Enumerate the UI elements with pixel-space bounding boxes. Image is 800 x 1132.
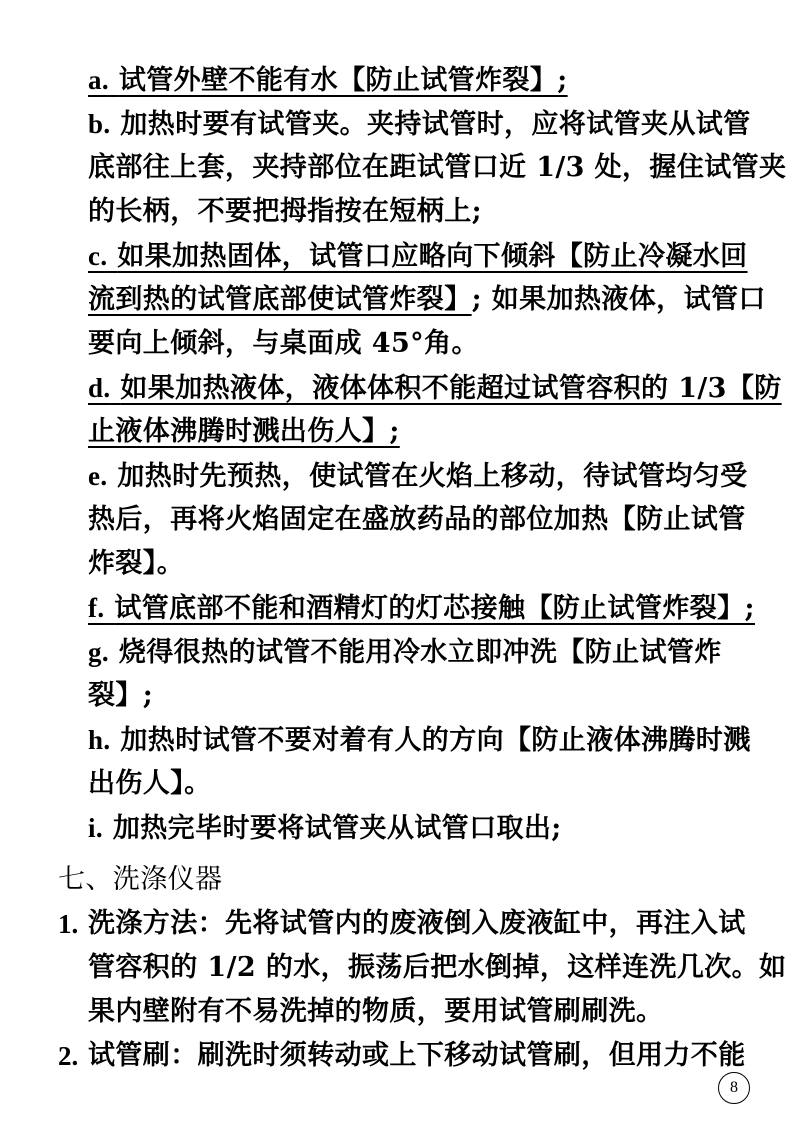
item-h-text1: 加热时试管不要对着有人的方向【防止液体沸腾时溅 <box>120 725 751 756</box>
item-d-label: d. <box>88 373 111 403</box>
item-g-line1 <box>88 632 722 672</box>
item-e-line1 <box>88 456 748 496</box>
section-title: 七、洗涤仪器 <box>58 864 223 895</box>
numbered-1-line3 <box>88 992 663 1032</box>
item-a-text: 试管外壁不能有水【防止试管炸裂】; <box>118 65 568 96</box>
item-b-label: b. <box>88 109 111 139</box>
item-h-text2: 出伤人】。 <box>88 768 212 799</box>
item-f-text1: 试管底部不能和酒精灯的灯芯接触【防止试管炸裂】; <box>114 593 755 624</box>
item-c-text1: 如果加热固体，试管口应略向下倾斜【防止冷凝水回 <box>117 241 748 272</box>
numbered-2-num: 2. <box>58 1041 79 1071</box>
item-d-line1 <box>88 368 782 408</box>
item-b-text2: 底部往上套，夹持部位在距试管口近 1/3 处，握住试管夹 <box>88 152 787 183</box>
numbered-1-line1 <box>88 904 746 944</box>
item-b-line3 <box>88 192 482 232</box>
numbered-2-line1 <box>88 1036 746 1076</box>
item-g-text2: 裂】; <box>88 680 154 711</box>
item-h-line2 <box>88 764 212 804</box>
item-e-text1: 加热时先预热，使试管在火焰上移动，待试管均匀受 <box>117 461 748 492</box>
item-b-text3: 的长柄，不要把拇指按在短柄上; <box>88 196 482 227</box>
numbered-1-line2 <box>88 948 786 988</box>
item-b-text1: 加热时要有试管夹。夹持试管时，应将试管夹从试管 <box>120 109 751 140</box>
item-e-text2: 热后，再将火焰固定在盛放药品的部位加热【防止试管 <box>88 504 746 535</box>
item-b-line1 <box>88 104 751 144</box>
numbered-1-num: 1. <box>58 909 79 939</box>
item-e-line2 <box>88 500 746 540</box>
page-number: 8 <box>718 1072 750 1104</box>
item-c-text3: 要向上倾斜，与桌面成 45°角。 <box>88 328 479 359</box>
item-i-line1 <box>88 808 562 848</box>
item-b-line2 <box>88 148 786 188</box>
item-d-line2 <box>88 412 400 452</box>
numbered-1-text2: 管容积的 1/2 的水，振荡后把水倒掉，这样连洗几次。如 <box>88 952 787 983</box>
item-f-line1 <box>88 588 755 628</box>
item-c-text2-rest: ; 如果加热液体，试管口 <box>471 284 766 315</box>
item-e-text3: 炸裂】。 <box>88 548 185 579</box>
item-c-line1 <box>88 236 748 276</box>
item-c-text2-underlined: 流到热的试管底部使试管炸裂】 <box>88 284 472 315</box>
item-c-line3 <box>88 324 479 364</box>
numbered-2-text1: 试管刷：刷洗时须转动或上下移动试管刷，但用力不能 <box>88 1040 746 1071</box>
item-d-text1: 如果加热液体，液体体积不能超过试管容积的 1/3【防 <box>120 373 782 404</box>
item-c-line2 <box>88 280 766 320</box>
item-g-text1: 烧得很热的试管不能用冷水立即冲洗【防止试管炸 <box>118 637 722 668</box>
item-h-label: h. <box>88 725 111 755</box>
item-g-label: g. <box>88 637 110 667</box>
item-a-line1 <box>88 60 568 100</box>
item-e-line3 <box>88 544 184 584</box>
item-e-label: e. <box>88 461 108 491</box>
item-h-line1 <box>88 720 751 760</box>
item-d-text2: 止液体沸腾时溅出伤人】; <box>88 416 400 447</box>
numbered-1-text1: 洗涤方法：先将试管内的废液倒入废液缸中，再注入试 <box>88 908 746 939</box>
item-c-label: c. <box>88 241 108 271</box>
item-f-label: f. <box>88 593 105 623</box>
item-g-line2 <box>88 676 153 716</box>
item-i-text1: 加热完毕时要将试管夹从试管口取出; <box>112 813 562 844</box>
numbered-1-text3: 果内壁附有不易洗掉的物质，要用试管刷刷洗。 <box>88 996 664 1027</box>
item-a-label: a. <box>88 65 110 95</box>
item-i-label: i. <box>88 813 104 843</box>
